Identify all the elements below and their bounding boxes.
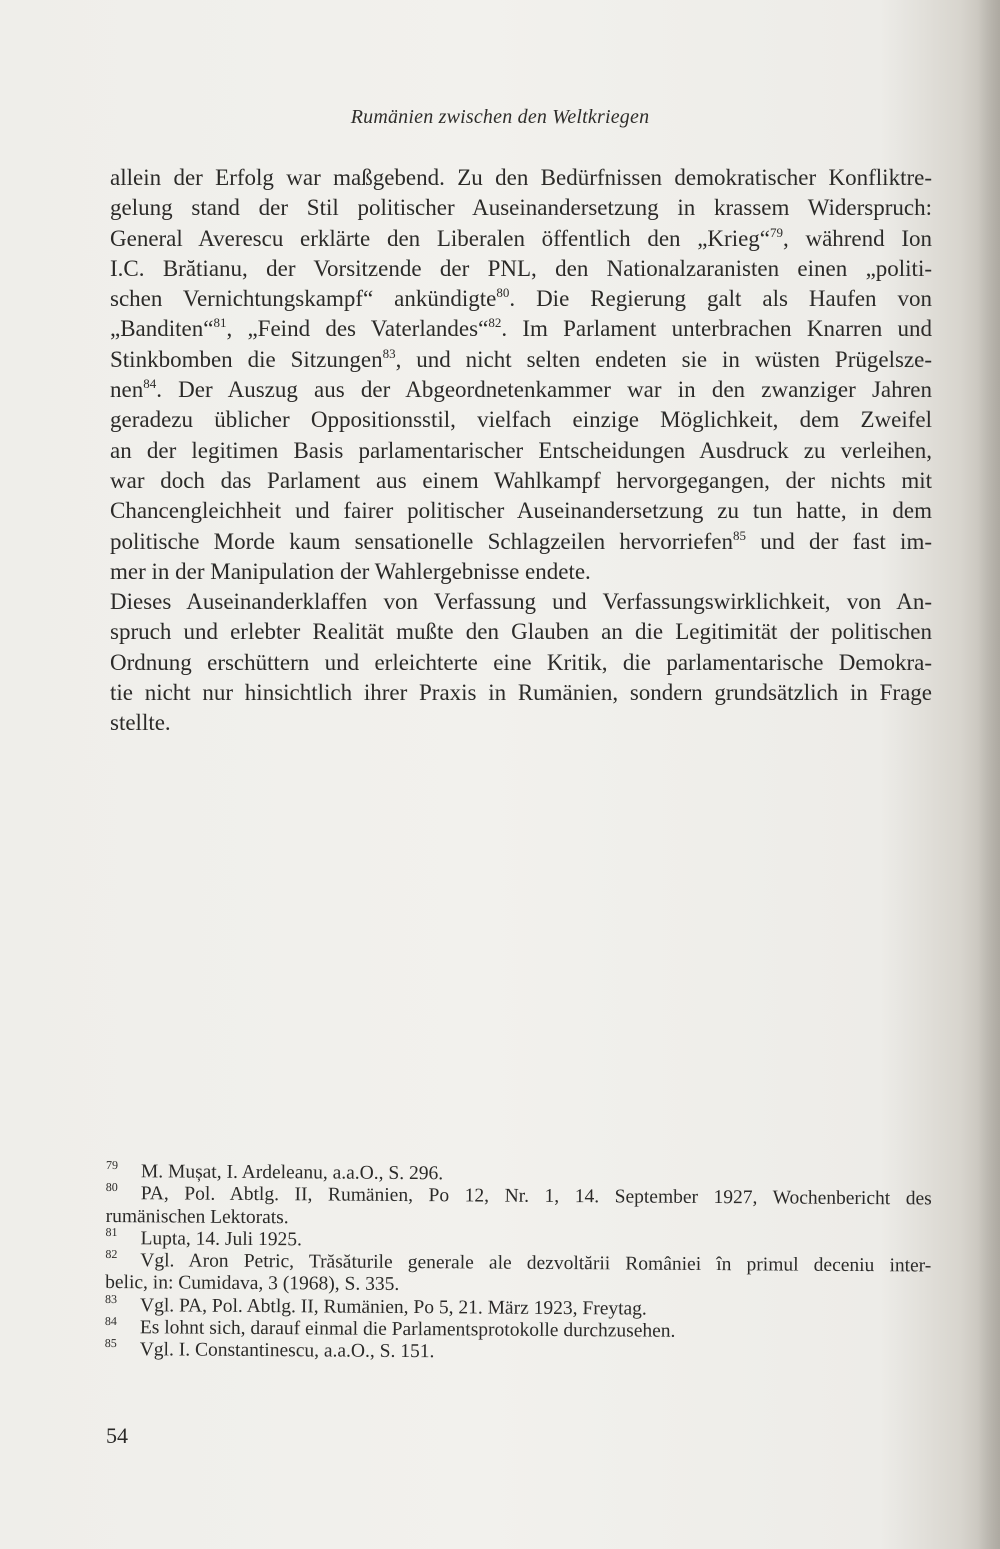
book-gutter-shadow [978, 0, 1000, 1549]
footnote-85: 85 Vgl. I. Constantinescu, a.a.O., S. 151. [105, 1339, 931, 1367]
text-line: Dieses Auseinanderklaffen von Verfassung und Verfassungswirklichkeit, von An- [110, 589, 932, 615]
footnote-82-continued: belic, in: Cumidava, 3 (1968), S. 335. [105, 1272, 400, 1296]
footnote-number: 81 [105, 1224, 118, 1239]
footnote-number: 85 [104, 1336, 117, 1351]
footnote-ref[interactable]: 80 [496, 285, 510, 301]
main-text [110, 163, 932, 739]
text-line: Ordnung erschüttern und erleichterte eine Kritik, die parlamentarische Demokra- [110, 649, 932, 675]
page-number: 54 [106, 1423, 128, 1448]
text-line: politische Morde kaum sensationelle Schlagzeilen hervorriefen$^{85}$ und der fast im- [110, 527, 932, 554]
footnote-number: 83 [105, 1291, 118, 1306]
text-line: spruch und erlebter Realität mußte den Glauben an die Legitimität der politischen [110, 619, 932, 645]
footnote-81: 81 Lupta, 14. Juli 1925. [105, 1228, 931, 1256]
running-header: Rumänien zwischen den Weltkriegen [350, 106, 650, 128]
footnote-84: 84 Es lohnt sich, darauf einmal die Parlamentsprotokolle durchzusehen. [105, 1317, 931, 1345]
text-line: gelung stand der Stil politischer Auseinandersetzung in krassem Widerspruch: [110, 195, 932, 221]
footnote-ref[interactable]: 83 [382, 345, 396, 361]
footnote-ref[interactable]: 81 [213, 315, 227, 331]
footnote-82: 82 Vgl. Aron Petric, Trăsăturile generale ale dezvoltării României în primul deceniu inter- [105, 1250, 931, 1278]
text-line: nen$^{84}$. Der Auszug aus der Abgeordnetenkammer war in den zwanziger Jahren [110, 376, 932, 403]
footnote-80-continued: rumänischen Lektorats. [105, 1205, 289, 1228]
footnote-ref[interactable]: 79 [770, 224, 784, 240]
footnote-79: 79 M. Mușat, I. Ardeleanu, a.a.O., S. 296. [106, 1161, 932, 1189]
footnote-number: 82 [105, 1247, 118, 1262]
footnote-number: 80 [105, 1180, 118, 1195]
text-line: geradezu üblicher Oppositionsstil, vielfach einzige Möglichkeit, dem Zweifel [110, 407, 932, 433]
footnote-83: 83 Vgl. PA, Pol. Abtlg. II, Rumänien, Po 5, 21. März 1923, Freytag. [105, 1295, 931, 1323]
text-line: an der legitimen Basis parlamentarischer Entscheidungen Ausdruck zu verleihen, [110, 437, 932, 463]
text-line: Stinkbomben die Sitzungen$^{83}$, und nicht selten endeten sie in wüsten Prügelsze- [110, 345, 932, 372]
footnote-80: 80 PA, Pol. Abtlg. II, Rumänien, Po 12, Nr. 1, 14. September 1927, Wochenbericht des [106, 1183, 932, 1211]
text-line: I.C. Brătianu, der Vorsitzende der PNL, den Nationalzaranisten einen „politi- [110, 255, 932, 281]
footnote-number: 84 [104, 1314, 117, 1329]
footnote-ref[interactable]: 84 [143, 376, 157, 392]
text-line: war doch das Parlament aus einem Wahlkampf hervorgegangen, der nichts mit [110, 467, 932, 493]
footnote-ref[interactable]: 82 [488, 315, 502, 331]
text-line: General Averescu erklärte den Liberalen öffentlich den „Krieg“$^{79}$, während Ion [110, 224, 932, 251]
text-line: „Banditen“$^{81}$, „Feind des Vaterlandes“$^{82}$. Im Parlament unterbrachen Knarren und [110, 315, 932, 342]
text-line: mer in der Manipulation der Wahlergebnisse endete. [110, 558, 591, 584]
text-line: allein der Erfolg war maßgebend. Zu den Bedürfnissen demokratischer Konfliktre- [110, 165, 932, 190]
footnotes [104, 1158, 932, 1367]
footnote-ref[interactable]: 85 [733, 527, 747, 543]
footnote-number: 79 [105, 1158, 119, 1173]
text-line: schen Vernichtungskampf“ ankündigte$^{80}$. Die Regierung galt als Haufen von [110, 285, 933, 312]
text-line: Chancengleichheit und fairer politischer Auseinandersetzung zu tun hatte, in dem [110, 498, 932, 524]
text-line: stellte. [110, 710, 171, 736]
text-line: tie nicht nur hinsichtlich ihrer Praxis in Rumänien, sondern grundsätzlich in Frage [110, 680, 932, 706]
